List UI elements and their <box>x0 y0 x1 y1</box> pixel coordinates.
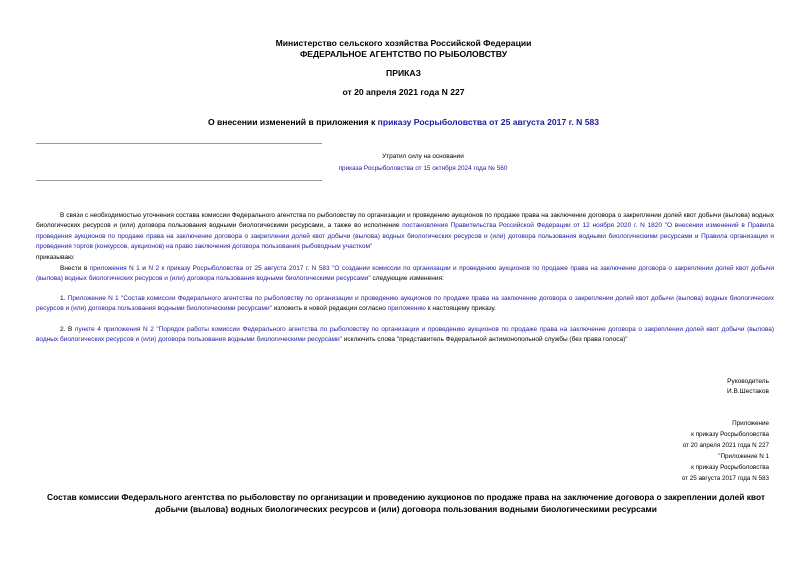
appendix-line: Приложение <box>732 420 769 427</box>
item2-start: 2. В <box>60 326 75 333</box>
lost-force-line: Утратил силу на основании <box>382 153 464 160</box>
paragraph-preamble <box>36 211 774 253</box>
appendix-line: к приказу Росрыболовства <box>691 431 769 438</box>
item-2 <box>36 325 774 346</box>
appendix1-link[interactable]: приложения N 1 <box>89 265 140 272</box>
header-block <box>0 38 807 60</box>
document-type: ПРИКАЗ <box>386 68 421 78</box>
item1-end: к настоящему приказу. <box>425 305 496 313</box>
item2-end: исключить слова "представитель Федеральной антимонопольной службы (без права голоса)" <box>341 336 628 344</box>
appendix-title: Состав комиссии Федерального агентства по рыболовству по организации и проведению аукционов по продаже права на заключение договора о закреплении долей квот добычи (вылова) водных биологических ресурсов и (или) договора пользования водными биологическими ресурсами <box>47 492 765 514</box>
title-link[interactable]: приказу Росрыболовства от 25 августа 2017 г. N 583 <box>377 117 600 127</box>
signature-block <box>727 377 769 398</box>
item1-appendix-link[interactable]: приложению <box>387 305 426 313</box>
document-title <box>0 117 807 127</box>
item2-link[interactable]: пункте 4 приложения N 2 "Порядок работы комиссии Федерального агентства по рыболовству по организации и проведению аукционов по продаже права на заключение договора о закреплении долей квот добычи (вылова) водных биологических ресурсов и (или) договора пользования водными биологическими ресурсами" <box>36 326 774 344</box>
appendix-block <box>682 418 769 484</box>
item-1 <box>36 294 774 315</box>
amend-and: и <box>139 265 149 272</box>
title-prefix: О внесении изменений в приложения к <box>207 117 378 127</box>
lost-force-note <box>36 151 807 175</box>
appendix-line: от 25 августа 2017 года N 583 <box>681 475 769 482</box>
appendix-line: "Приложение N 1 <box>718 453 769 460</box>
item1-link[interactable]: Приложение N 1 "Состав комиссии Федерального агентства по рыболовству по организации и проведению аукционов по продаже права на заключение договора о закреплении долей квот добычи (вылова) водных биологических ресурсов и (или) договора пользования водными биологическими ресурсами" <box>36 295 774 313</box>
item1-number: 1. <box>60 295 68 302</box>
order-word: приказываю: <box>36 254 75 261</box>
signature-role: Руководитель <box>727 378 769 385</box>
top-rule <box>36 143 322 144</box>
paragraph-amend <box>36 264 774 285</box>
ministry-name: Министерство сельского хозяйства Российской Федерации <box>275 38 532 48</box>
signature-name: И.В.Шестаков <box>727 388 769 396</box>
amend-start: Внести в <box>60 265 90 272</box>
item1-mid: изложить в новой редакции согласно <box>271 305 388 313</box>
appendix-line: от 20 апреля 2021 года N 227 <box>682 442 769 449</box>
appendix2-link[interactable]: N 2 к приказу Росрыболовства от 25 августа 2017 г. N 583 "О создании комиссии по организации и проведению аукционов по продаже права на заключение договора о закреплении долей квот добычи (вылова) водных биологических ресурсов и (или) договора пользования водными биологическими ресурсами" <box>36 265 774 283</box>
appendix-line: к приказу Росрыболовства <box>691 464 769 471</box>
amend-end: следующие изменения: <box>370 275 444 283</box>
preamble-text: В связи с необходимостью уточнения состава комиссии Федерального агентства по рыболовству по организации и проведению аукционов по продаже права на заключение договора о закреплении долей квот добычи (вылова) водных биологических ресурсов и (или) договора пользования водными биологическими ресурсами, а также во исполнение <box>36 212 774 230</box>
lost-force-link[interactable]: приказа Росрыболовства от 15 октября 2024 года № 560 <box>338 165 508 172</box>
agency-name: ФЕДЕРАЛЬНОЕ АГЕНТСТВО ПО РЫБОЛОВСТВУ <box>299 49 508 59</box>
document-date-number: от 20 апреля 2021 года N 227 <box>342 87 465 97</box>
bottom-rule <box>36 180 322 181</box>
decree-link[interactable]: постановления Правительства Российской Федерации от 12 ноября 2020 г. N 1820 "О внесении изменений в Правила проведения аукционов по продаже права на заключение договора о закреплении долей квот добычи (вылова) водных биологических ресурсов и (или) договора пользования водными биологическими ресурсами и Правила организации и проведения торгов (конкурсов, аукционов) на право заключения договора пользования рыбоводным участком" <box>36 222 774 251</box>
